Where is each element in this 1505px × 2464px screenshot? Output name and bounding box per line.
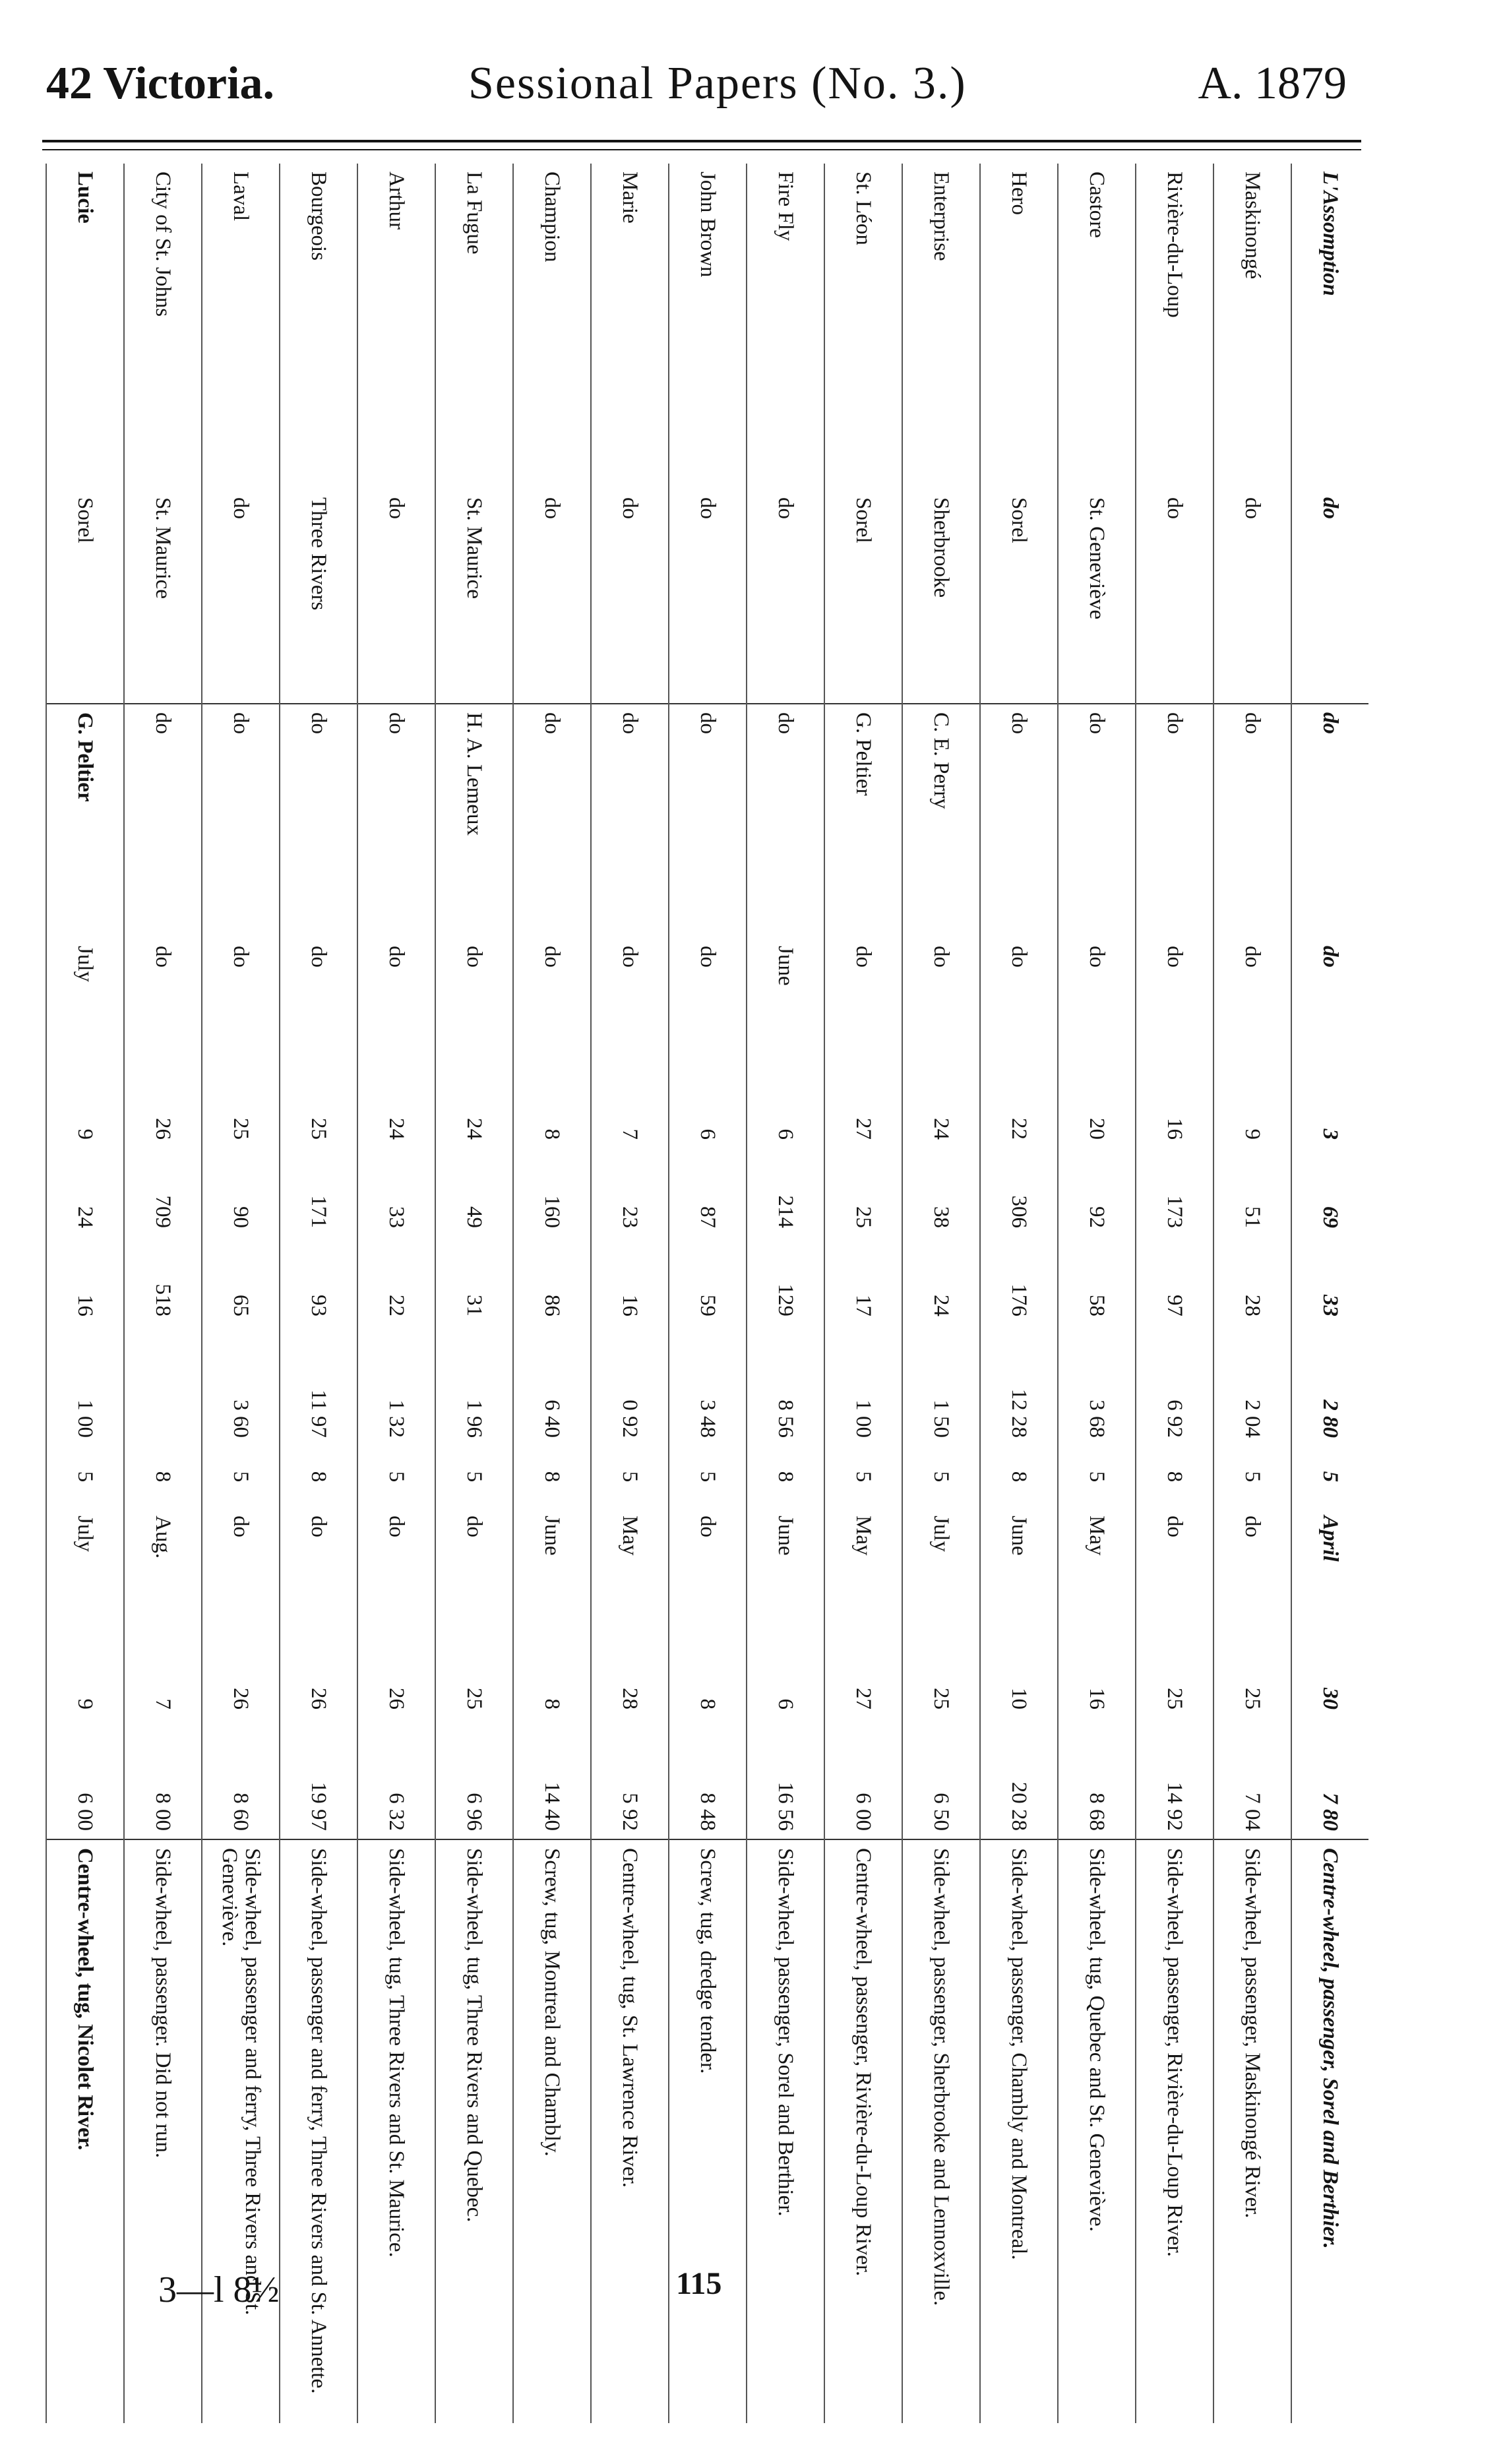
- cert-day: 8: [747, 1446, 824, 1508]
- footer-signature: 3—l 8½: [158, 2269, 280, 2310]
- cert-date: 8: [669, 1629, 747, 1717]
- cert-date: 10: [980, 1629, 1058, 1717]
- cert-day: 5: [357, 1446, 435, 1508]
- cert-month: do: [280, 1508, 357, 1629]
- port-name: do: [202, 489, 280, 704]
- inspection-month: do: [1213, 938, 1291, 1059]
- header-rule: [42, 140, 1361, 142]
- total-amount: 5 92: [591, 1717, 669, 1839]
- inspection-day: 22: [980, 1059, 1058, 1148]
- gross-tonnage: 171: [280, 1148, 357, 1236]
- cert-day: 8: [280, 1446, 357, 1508]
- table-row: [669, 164, 747, 2423]
- master-name: do: [124, 704, 202, 938]
- dues-amount: 1 50: [902, 1324, 980, 1446]
- vessel-description: Centre-wheel, passenger, Rivière-du-Loup River.: [824, 1839, 902, 2423]
- port-name: do: [1291, 489, 1368, 704]
- header-rule-thin: [42, 149, 1361, 150]
- port-name: do: [357, 489, 435, 704]
- gross-tonnage: 90: [202, 1148, 280, 1236]
- gross-tonnage: 33: [357, 1148, 435, 1236]
- port-name: Sorel: [980, 489, 1058, 704]
- total-amount: 19 97: [280, 1717, 357, 1839]
- port-name: do: [1136, 489, 1213, 704]
- cert-month: do: [435, 1508, 513, 1629]
- gross-tonnage: 25: [824, 1148, 902, 1236]
- gross-tonnage: 69: [1291, 1148, 1368, 1236]
- cert-date: 6: [747, 1629, 824, 1717]
- cert-day: 5: [435, 1446, 513, 1508]
- inspection-day: 9: [1213, 1059, 1291, 1148]
- cert-month: June: [980, 1508, 1058, 1629]
- total-amount: 20 28: [980, 1717, 1058, 1839]
- cert-date: 7: [124, 1629, 202, 1717]
- inspection-day: 20: [1058, 1059, 1136, 1148]
- vessel-description: Side-wheel, passenger, Rivière-du-Loup River.: [1136, 1839, 1213, 2423]
- port-name: do: [591, 489, 669, 704]
- net-tonnage: 31: [435, 1236, 513, 1324]
- cert-day: 5: [1291, 1446, 1368, 1508]
- inspection-day: 24: [435, 1059, 513, 1148]
- table-row: [46, 164, 124, 2423]
- cert-date: 25: [1136, 1629, 1213, 1717]
- dues-amount: 3 48: [669, 1324, 747, 1446]
- inspection-day: 27: [824, 1059, 902, 1148]
- master-name: do: [280, 704, 357, 938]
- dues-amount: 1 96: [435, 1324, 513, 1446]
- inspection-day: 25: [202, 1059, 280, 1148]
- cert-day: 8: [513, 1446, 591, 1508]
- cert-day: 5: [824, 1446, 902, 1508]
- vessel-description: Screw, tug, Montreal and Chambly.: [513, 1839, 591, 2423]
- vessel-description: Centre-wheel, tug, Nicolet River.: [46, 1839, 124, 2423]
- dues-amount: 0 92: [591, 1324, 669, 1446]
- cert-month: April: [1291, 1508, 1368, 1629]
- inspection-day: 9: [46, 1059, 124, 1148]
- net-tonnage: 16: [591, 1236, 669, 1324]
- vessel-description: Side-wheel, passenger, Sorel and Berthier.: [747, 1839, 824, 2423]
- vessel-description: Side-wheel, passenger. Did not run.: [124, 1839, 202, 2423]
- dues-amount: 2 04: [1213, 1324, 1291, 1446]
- total-amount: 8 60: [202, 1717, 280, 1839]
- cert-month: Aug.: [124, 1508, 202, 1629]
- table-row: [1058, 164, 1136, 2423]
- gross-tonnage: 38: [902, 1148, 980, 1236]
- table-row: [1213, 164, 1291, 2423]
- cert-date: 25: [1213, 1629, 1291, 1717]
- port-name: do: [669, 489, 747, 704]
- cert-date: 16: [1058, 1629, 1136, 1717]
- table-row: [202, 164, 280, 2423]
- table-row: [1291, 164, 1368, 2423]
- inspection-day: 26: [124, 1059, 202, 1148]
- table-row: [980, 164, 1058, 2423]
- dues-amount: 8 56: [747, 1324, 824, 1446]
- master-name: do: [591, 704, 669, 938]
- cert-day: 8: [124, 1446, 202, 1508]
- port-name: Sorel: [824, 489, 902, 704]
- total-amount: 16 56: [747, 1717, 824, 1839]
- vessel-name: City of St. Johns: [124, 164, 202, 489]
- cert-month: do: [1213, 1508, 1291, 1629]
- gross-tonnage: 23: [591, 1148, 669, 1236]
- net-tonnage: 65: [202, 1236, 280, 1324]
- inspection-month: do: [1058, 938, 1136, 1059]
- port-name: Three Rivers: [280, 489, 357, 704]
- cert-month: do: [669, 1508, 747, 1629]
- cert-date: 9: [46, 1629, 124, 1717]
- master-name: do: [747, 704, 824, 938]
- cert-month: do: [357, 1508, 435, 1629]
- total-amount: 6 00: [824, 1717, 902, 1839]
- port-name: do: [1213, 489, 1291, 704]
- vessel-name: Castore: [1058, 164, 1136, 489]
- net-tonnage: 59: [669, 1236, 747, 1324]
- inspection-day: 8: [513, 1059, 591, 1148]
- master-name: do: [513, 704, 591, 938]
- master-name: do: [669, 704, 747, 938]
- inspection-month: do: [357, 938, 435, 1059]
- vessel-description: Side-wheel, passenger, Chambly and Montreal.: [980, 1839, 1058, 2423]
- vessel-name: Enterprise: [902, 164, 980, 489]
- total-amount: 6 32: [357, 1717, 435, 1839]
- cert-month: June: [747, 1508, 824, 1629]
- total-amount: 8 00: [124, 1717, 202, 1839]
- gross-tonnage: 49: [435, 1148, 513, 1236]
- dues-amount: 3 68: [1058, 1324, 1136, 1446]
- net-tonnage: 58: [1058, 1236, 1136, 1324]
- cert-day: 8: [980, 1446, 1058, 1508]
- gross-tonnage: 87: [669, 1148, 747, 1236]
- vessel-name: Bourgeois: [280, 164, 357, 489]
- cert-date: 25: [902, 1629, 980, 1717]
- inspection-month: do: [124, 938, 202, 1059]
- port-name: do: [513, 489, 591, 704]
- cert-date: 25: [435, 1629, 513, 1717]
- steamboat-table: [63, 164, 1368, 2394]
- total-amount: 6 50: [902, 1717, 980, 1839]
- table-row: [591, 164, 669, 2423]
- cert-month: July: [46, 1508, 124, 1629]
- vessel-name: John Brown: [669, 164, 747, 489]
- port-name: St. Maurice: [124, 489, 202, 704]
- inspection-month: do: [280, 938, 357, 1059]
- inspection-day: 3: [1291, 1059, 1368, 1148]
- table-row: [357, 164, 435, 2423]
- dues-amount: 1 00: [824, 1324, 902, 1446]
- net-tonnage: 33: [1291, 1236, 1368, 1324]
- total-amount: 8 68: [1058, 1717, 1136, 1839]
- port-name: Sherbrooke: [902, 489, 980, 704]
- total-amount: 8 48: [669, 1717, 747, 1839]
- cert-date: 28: [591, 1629, 669, 1717]
- inspection-day: 6: [747, 1059, 824, 1148]
- net-tonnage: 24: [902, 1236, 980, 1324]
- inspection-day: 24: [902, 1059, 980, 1148]
- table-row: [1136, 164, 1213, 2423]
- header-right: A. 1879: [1198, 58, 1347, 109]
- vessel-name: Rivière-du-Loup: [1136, 164, 1213, 489]
- gross-tonnage: 51: [1213, 1148, 1291, 1236]
- vessel-name: Lucie: [46, 164, 124, 489]
- inspection-month: do: [980, 938, 1058, 1059]
- total-amount: 6 00: [46, 1717, 124, 1839]
- cert-date: 30: [1291, 1629, 1368, 1717]
- cert-month: May: [824, 1508, 902, 1629]
- inspection-month: July: [46, 938, 124, 1059]
- inspection-day: 25: [280, 1059, 357, 1148]
- vessel-name: St. Léon: [824, 164, 902, 489]
- vessel-name: L'Assomption: [1291, 164, 1368, 489]
- inspection-month: do: [1136, 938, 1213, 1059]
- vessel-description: Side-wheel, tug, Quebec and St. Geneviève.: [1058, 1839, 1136, 2423]
- inspection-day: 16: [1136, 1059, 1213, 1148]
- net-tonnage: 28: [1213, 1236, 1291, 1324]
- cert-day: 5: [669, 1446, 747, 1508]
- table-row: [902, 164, 980, 2423]
- master-name: G. Peltier: [46, 704, 124, 938]
- gross-tonnage: 173: [1136, 1148, 1213, 1236]
- cert-month: June: [513, 1508, 591, 1629]
- master-name: C. E. Perry: [902, 704, 980, 938]
- vessel-name: Champion: [513, 164, 591, 489]
- vessel-description: Side-wheel, tug, Three Rivers and St. Maurice.: [357, 1839, 435, 2423]
- inspection-month: do: [591, 938, 669, 1059]
- total-amount: 14 40: [513, 1717, 591, 1839]
- cert-month: May: [1058, 1508, 1136, 1629]
- cert-date: 26: [357, 1629, 435, 1717]
- inspection-month: do: [435, 938, 513, 1059]
- dues-amount: 12 28: [980, 1324, 1058, 1446]
- cert-day: 5: [591, 1446, 669, 1508]
- cert-day: 5: [46, 1446, 124, 1508]
- table-row: [124, 164, 202, 2423]
- page-number: 115: [676, 2266, 722, 2301]
- master-name: do: [1058, 704, 1136, 938]
- total-amount: 7 80: [1291, 1717, 1368, 1839]
- master-name: do: [1136, 704, 1213, 938]
- cert-date: 8: [513, 1629, 591, 1717]
- dues-amount: 1 32: [357, 1324, 435, 1446]
- vessel-name: Arthur: [357, 164, 435, 489]
- inspection-day: 24: [357, 1059, 435, 1148]
- header-left: 42 Victoria.: [46, 58, 275, 109]
- cert-month: July: [902, 1508, 980, 1629]
- vessel-description: Side-wheel, passenger and ferry, Three Rivers and St. Annette.: [280, 1839, 357, 2423]
- vessel-name: Maskinongé: [1213, 164, 1291, 489]
- cert-month: do: [202, 1508, 280, 1629]
- vessel-name: La Fugue: [435, 164, 513, 489]
- master-name: do: [1213, 704, 1291, 938]
- cert-day: 5: [1058, 1446, 1136, 1508]
- cert-date: 26: [202, 1629, 280, 1717]
- cert-day: 5: [902, 1446, 980, 1508]
- net-tonnage: 17: [824, 1236, 902, 1324]
- net-tonnage: 518: [124, 1236, 202, 1324]
- table-body: [46, 164, 1368, 2423]
- table-row: [435, 164, 513, 2423]
- cert-date: 27: [824, 1629, 902, 1717]
- port-name: do: [747, 489, 824, 704]
- inspection-month: do: [824, 938, 902, 1059]
- vessel-name: Fire Fly: [747, 164, 824, 489]
- inspection-month: do: [202, 938, 280, 1059]
- master-name: do: [357, 704, 435, 938]
- dues-amount: 6 40: [513, 1324, 591, 1446]
- gross-tonnage: 214: [747, 1148, 824, 1236]
- master-name: do: [1291, 704, 1368, 938]
- dues-amount: 3 60: [202, 1324, 280, 1446]
- vessel-description: Side-wheel, passenger, Maskinongé River.: [1213, 1839, 1291, 2423]
- table-row: [513, 164, 591, 2423]
- header-center: Sessional Papers (No. 3.): [468, 58, 967, 109]
- inspection-month: do: [669, 938, 747, 1059]
- net-tonnage: 93: [280, 1236, 357, 1324]
- vessel-name: Hero: [980, 164, 1058, 489]
- inspection-month: do: [1291, 938, 1368, 1059]
- inspection-day: 7: [591, 1059, 669, 1148]
- gross-tonnage: 92: [1058, 1148, 1136, 1236]
- vessel-name: Laval: [202, 164, 280, 489]
- port-name: St. Maurice: [435, 489, 513, 704]
- table-row: [824, 164, 902, 2423]
- table-row: [747, 164, 824, 2423]
- master-name: H. A. Lemeux: [435, 704, 513, 938]
- total-amount: 6 96: [435, 1717, 513, 1839]
- cert-day: 5: [1213, 1446, 1291, 1508]
- cert-date: 26: [280, 1629, 357, 1717]
- dues-amount: 2 80: [1291, 1324, 1368, 1446]
- cert-day: 8: [1136, 1446, 1213, 1508]
- net-tonnage: 97: [1136, 1236, 1213, 1324]
- gross-tonnage: 24: [46, 1148, 124, 1236]
- dues-amount: [124, 1324, 202, 1446]
- vessel-description: Side-wheel, passenger, Sherbrooke and Lennoxville.: [902, 1839, 980, 2423]
- net-tonnage: 16: [46, 1236, 124, 1324]
- gross-tonnage: 709: [124, 1148, 202, 1236]
- net-tonnage: 22: [357, 1236, 435, 1324]
- net-tonnage: 86: [513, 1236, 591, 1324]
- dues-amount: 11 97: [280, 1324, 357, 1446]
- vessel-description: Screw, tug, dredge tender.: [669, 1839, 747, 2423]
- master-name: do: [202, 704, 280, 938]
- inspection-day: 6: [669, 1059, 747, 1148]
- inspection-month: do: [902, 938, 980, 1059]
- port-name: St. Geneviève: [1058, 489, 1136, 704]
- port-name: Sorel: [46, 489, 124, 704]
- master-name: G. Peltier: [824, 704, 902, 938]
- vessel-description: Centre-wheel, tug, St. Lawrence River.: [591, 1839, 669, 2423]
- vessel-name: Marie: [591, 164, 669, 489]
- dues-amount: 1 00: [46, 1324, 124, 1446]
- table-row: [280, 164, 357, 2423]
- net-tonnage: 176: [980, 1236, 1058, 1324]
- dues-amount: 6 92: [1136, 1324, 1213, 1446]
- vessel-description: Centre-wheel, passenger, Sorel and Berthier.: [1291, 1839, 1368, 2423]
- cert-day: 5: [202, 1446, 280, 1508]
- cert-month: do: [1136, 1508, 1213, 1629]
- cert-month: May: [591, 1508, 669, 1629]
- vessel-description: Side-wheel, tug, Three Rivers and Quebec.: [435, 1839, 513, 2423]
- inspection-month: June: [747, 938, 824, 1059]
- inspection-month: do: [513, 938, 591, 1059]
- total-amount: 7 04: [1213, 1717, 1291, 1839]
- vessel-description: Side-wheel, passenger and ferry, Three Rivers and St. Geneviève.: [202, 1839, 280, 2423]
- total-amount: 14 92: [1136, 1717, 1213, 1839]
- master-name: do: [980, 704, 1058, 938]
- net-tonnage: 129: [747, 1236, 824, 1324]
- gross-tonnage: 306: [980, 1148, 1058, 1236]
- gross-tonnage: 160: [513, 1148, 591, 1236]
